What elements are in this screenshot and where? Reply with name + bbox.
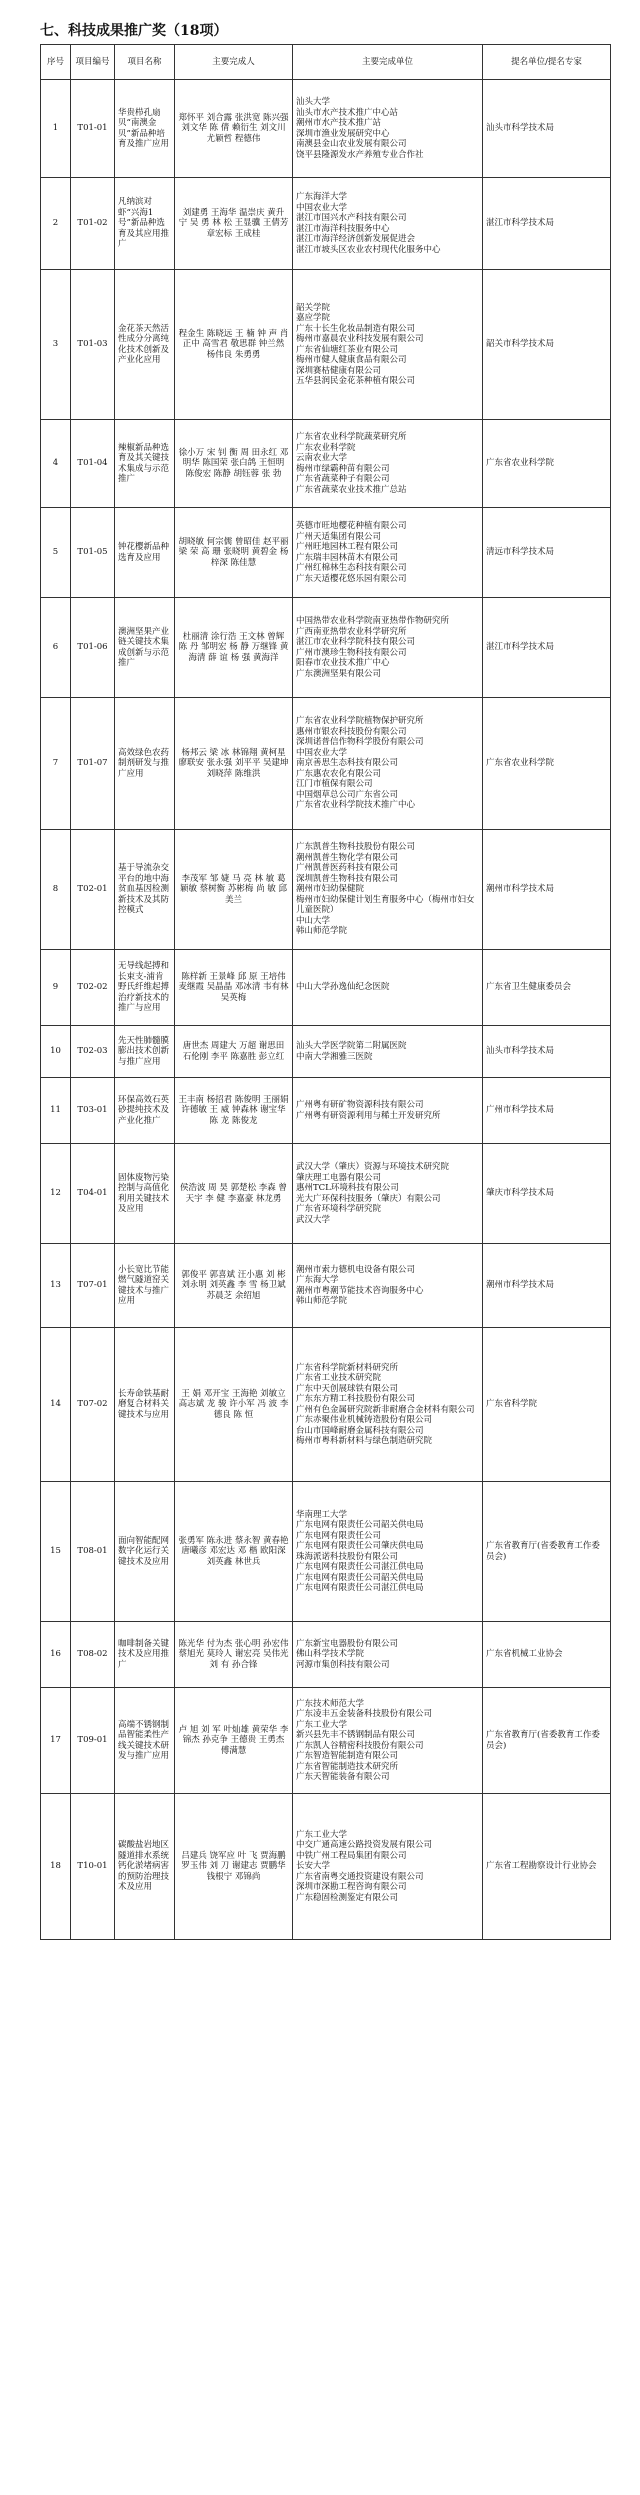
- unit-line: 中南大学湘雅三医院: [296, 1051, 373, 1062]
- cell-code: T02-01: [71, 830, 115, 950]
- cell-units: [293, 698, 483, 830]
- cell-code: T01-06: [71, 598, 115, 698]
- cell-units: [293, 1026, 483, 1078]
- cell-code: T02-02: [71, 950, 115, 1026]
- unit-line: 广东中天创展球铁有限公司: [296, 1383, 399, 1394]
- cell-nominator: 肇庆市科学技术局: [483, 1144, 611, 1244]
- cell-people: 卢 旭 刘 军 叶灿雄 黄荣华 李锦杰 孙克争 王德贵 王勇杰 傅满慧: [175, 1688, 293, 1794]
- cell-people: 杜丽清 涂行浩 王文林 曾辉 陈 丹 邹明宏 杨 静 万继锋 黄海清 薛 谊 杨 强 黄海洋: [175, 598, 293, 698]
- cell-nominator: 汕头市科学技术局: [483, 1026, 611, 1078]
- table-row: [41, 950, 611, 1026]
- unit-line: 深圳赛枯健康有限公司: [296, 365, 382, 376]
- unit-line: 广东电网有限责任公司湛江供电局: [296, 1562, 424, 1572]
- unit-line: 梅州市粤科新材料与绿色制造研究院: [296, 1436, 433, 1446]
- cell-no: 7: [41, 698, 71, 830]
- cell-code: T01-04: [71, 420, 115, 508]
- cell-units: [293, 178, 483, 270]
- unit-line: 广东惠农农化有限公司: [296, 768, 382, 779]
- cell-units: [293, 420, 483, 508]
- cell-people: 程金生 陈晓远 王 楠 钟 声 肖正中 高雪君 敬思群 钟兰然 杨伟良 朱勇勇: [175, 270, 293, 420]
- table-row: [41, 598, 611, 698]
- cell-no: 5: [41, 508, 71, 598]
- cell-code: T07-02: [71, 1328, 115, 1482]
- unit-line: 中国烟草总公司广东省公司: [296, 789, 399, 800]
- unit-line: 南京善思生态科技有限公司: [296, 758, 399, 769]
- unit-line: 肇庆理工电器有限公司: [296, 1172, 382, 1183]
- unit-line: 中山大学: [296, 915, 331, 926]
- cell-no: 6: [41, 598, 71, 698]
- unit-line: 广东凯普生物科技股份有限公司: [296, 842, 416, 853]
- unit-line: 韩山师范学院: [296, 1296, 348, 1306]
- cell-name: 华贵栉孔扇贝“南澳金贝”新品种培育及推广应用: [115, 80, 175, 178]
- unit-line: 湛江市海洋经济创新发展促进会: [296, 234, 416, 244]
- table-row: [41, 270, 611, 420]
- cell-nominator: 湛江市科学技术局: [483, 598, 611, 698]
- unit-line: 广东省蔬菜种子有限公司: [296, 474, 390, 484]
- unit-line: 汕头市水产技术推广中心站: [296, 107, 399, 118]
- unit-line: 中山大学孙逸仙纪念医院: [296, 982, 390, 993]
- unit-line: 广东省工业技术研究院: [296, 1373, 382, 1383]
- cell-code: T01-01: [71, 80, 115, 178]
- unit-line: 湛江市坡头区农业农村现代化服务中心: [296, 244, 441, 255]
- cell-name: 无导线起搏和长束支-浦肯野氏纤维起搏治疗新技术的推广与应用: [115, 950, 175, 1026]
- cell-no: 14: [41, 1328, 71, 1482]
- unit-line: 广东工业大学: [296, 1719, 348, 1730]
- header-name: 项目名称: [115, 45, 175, 80]
- unit-line: 华南理工大学: [296, 1509, 348, 1520]
- cell-name: 钟花樱新品种选育及应用: [115, 508, 175, 598]
- unit-line: 广东电网有限责任公司: [296, 1530, 382, 1541]
- unit-line: 广西南亚热带农业科学研究所: [296, 626, 407, 637]
- unit-line: 广东东方精工科技股份有限公司: [296, 1394, 416, 1404]
- cell-nominator: 广东省教育厅(省委教育工作委员会): [483, 1688, 611, 1794]
- unit-line: 广东天智能装备有限公司: [296, 1772, 390, 1782]
- unit-line: 汕头大学医学院第二附属医院: [296, 1041, 407, 1051]
- unit-line: 广东海洋大学: [296, 192, 348, 202]
- unit-line: 潮州市粤潮节能技术咨询服务中心: [296, 1285, 424, 1296]
- cell-code: T02-03: [71, 1026, 115, 1078]
- cell-people: 张勇军 陈永进 蔡永智 黄春艳 唐曦彦 邓宏达 邓 楷 欧阳深 刘英鑫 林世兵: [175, 1482, 293, 1622]
- unit-line: 饶平县隆源发水产养殖专业合作社: [296, 149, 424, 160]
- unit-line: 佛山科学技术学院: [296, 1649, 365, 1660]
- unit-line: 广东稳固检测鉴定有限公司: [296, 1892, 399, 1903]
- unit-line: 广东省农业科学院蔬菜研究所: [296, 432, 407, 442]
- cell-no: 11: [41, 1078, 71, 1144]
- unit-line: 云南农业大学: [296, 453, 348, 463]
- cell-people: 杨邦云 梁 冰 林锦翔 黄柯星 廖联安 张永强 刘平平 吴建坤 刘晓萍 陈维洪: [175, 698, 293, 830]
- cell-no: 9: [41, 950, 71, 1026]
- cell-nominator: 汕头市科学技术局: [483, 80, 611, 178]
- cell-nominator: 广东省机械工业协会: [483, 1622, 611, 1688]
- cell-people: 唐世杰 周建大 万超 谢思田 石伦刚 李平 陈嘉胜 彭立红: [175, 1026, 293, 1078]
- unit-line: 潮州凯普生物化学有限公司: [296, 852, 399, 863]
- cell-people: 刘建勇 王海华 温崇庆 黄升 宁 吴 勇 林 松 王显骥 王倩芳 章宏标 王成桂: [175, 178, 293, 270]
- unit-line: 五华县润民金花茶种植有限公司: [296, 376, 416, 386]
- unit-line: 广东技术师范大学: [296, 1698, 365, 1709]
- cell-no: 12: [41, 1144, 71, 1244]
- cell-people: 陈光华 付为杰 张心明 孙宏伟 蔡旭光 莫玲人 谢宏亮 吴伟光 刘 有 孙合锋: [175, 1622, 293, 1688]
- unit-line: 广东省南粤交通投资建设有限公司: [296, 1871, 424, 1882]
- unit-line: 广东电网有限责任公司湛江供电局: [296, 1583, 424, 1593]
- unit-line: 深圳市深勘工程咨询有限公司: [296, 1882, 407, 1893]
- cell-nominator: 潮州市科学技术局: [483, 1244, 611, 1328]
- cell-name: 凡纳滨对虾“兴海1号”新品种选育及其应用推广: [115, 178, 175, 270]
- cell-name: 金花茶天然活性成分分离纯化技术创新及产业化应用: [115, 270, 175, 420]
- cell-people: 王丰南 杨招君 陈俊明 王丽娟 许德敏 王 威 钟森林 谢宝华 陈 龙 陈俊龙: [175, 1078, 293, 1144]
- cell-people: 陈样新 王景峰 邱 原 王培伟 麦继霞 吴晶晶 邓冰清 韦有林 吴英梅: [175, 950, 293, 1026]
- unit-line: 广东省仙塘红茶业有限公司: [296, 344, 399, 355]
- unit-line: 潮州市索力德机电设备有限公司: [296, 1264, 416, 1275]
- unit-line: 深圳凯普生物科技有限公司: [296, 873, 399, 884]
- cell-name: 高效绿色农药制剂研发与推广应用: [115, 698, 175, 830]
- cell-nominator: 广东省农业科学院: [483, 420, 611, 508]
- unit-line: 广东凌丰五金装备科技股份有限公司: [296, 1709, 433, 1719]
- unit-line: 长安大学: [296, 1861, 331, 1872]
- unit-line: 阳春市农业技术推广中心: [296, 658, 390, 668]
- cell-name: 澳洲坚果产业链关键技术集成创新与示范推广: [115, 598, 175, 698]
- unit-line: 新兴县先丰不锈钢制品有限公司: [296, 1730, 416, 1740]
- cell-units: [293, 1794, 483, 1940]
- unit-line: 武汉大学: [296, 1214, 331, 1225]
- cell-name: 先天性肺髓膜膨出技术创新与推广应用: [115, 1026, 175, 1078]
- unit-line: 惠州市银农科技股份有限公司: [296, 726, 407, 737]
- table-row: [41, 80, 611, 178]
- cell-nominator: 广东省卫生健康委员会: [483, 950, 611, 1026]
- cell-units: [293, 598, 483, 698]
- cell-code: T01-07: [71, 698, 115, 830]
- unit-line: 汕头大学: [296, 97, 331, 107]
- unit-line: 梅州市嘉晨农业科技发展有限公司: [296, 334, 424, 344]
- cell-name: 固体废物污染控制与高值化利用关键技术及应用: [115, 1144, 175, 1244]
- table-row: [41, 508, 611, 598]
- cell-name: 面向智能配网数字化运行关键技术及应用: [115, 1482, 175, 1622]
- cell-code: T08-02: [71, 1622, 115, 1688]
- cell-people: 郑怀平 刘合露 张洪宽 陈兴强 刘文华 陈 倩 赖衍生 刘文川 尤颖哲 程德伟: [175, 80, 293, 178]
- cell-people: 王 娟 邓开宝 王海艳 刘敏立 高志斌 龙 骏 许小军 冯 波 李德良 陈 恒: [175, 1328, 293, 1482]
- unit-line: 韩山师范学院: [296, 926, 348, 937]
- cell-no: 17: [41, 1688, 71, 1794]
- unit-line: 梅州市绿霸种苗有限公司: [296, 463, 390, 474]
- cell-units: [293, 1244, 483, 1328]
- unit-line: 广东农业科学院: [296, 442, 356, 453]
- cell-no: 2: [41, 178, 71, 270]
- table-row: [41, 1244, 611, 1328]
- unit-line: 湛江市海洋科技服务中心: [296, 223, 390, 234]
- cell-code: T04-01: [71, 1144, 115, 1244]
- table-row: [41, 830, 611, 950]
- unit-line: 南澳县金山农业发展有限公司: [296, 139, 407, 149]
- unit-line: 广东智造智能制造有限公司: [296, 1751, 399, 1761]
- cell-code: T01-02: [71, 178, 115, 270]
- unit-line: 广州红棉林生态科技有限公司: [296, 563, 407, 573]
- unit-line: 深圳诺普信作物科学股份有限公司: [296, 737, 424, 748]
- unit-line: 中国农业大学: [296, 747, 348, 758]
- table-row: [41, 1622, 611, 1688]
- unit-line: 广东赤聚伟业机械铸造股份有限公司: [296, 1415, 433, 1425]
- unit-line: 广东省科学院新材料研究所: [296, 1362, 399, 1373]
- unit-line: 广东省农业科学院技术推广中心: [296, 800, 416, 811]
- unit-line: 台山市国峰耐磨金属科技有限公司: [296, 1425, 424, 1436]
- table-row: [41, 1688, 611, 1794]
- unit-line: 广东省智能制造技术研究所: [296, 1761, 399, 1772]
- unit-line: 广东省环境科学研究院: [296, 1204, 382, 1214]
- unit-line: 广东凯人谷精密科技股份有限公司: [296, 1740, 424, 1751]
- unit-line: 广东海大学: [296, 1275, 339, 1285]
- table-header-row: [41, 45, 611, 80]
- table-row: [41, 1794, 611, 1940]
- cell-people: 李茂军 邹 婕 马 亮 林 敏 葛颖敏 蔡树衡 苏彬梅 尚 敏 邱美兰: [175, 830, 293, 950]
- unit-line: 广东省农业科学院植物保护研究所: [296, 716, 424, 727]
- cell-units: [293, 830, 483, 950]
- table-row: [41, 178, 611, 270]
- cell-units: [293, 1078, 483, 1144]
- cell-nominator: 清远市科学技术局: [483, 508, 611, 598]
- cell-name: 环保高效石英砂提纯技术及产业化推广: [115, 1078, 175, 1144]
- cell-no: 16: [41, 1622, 71, 1688]
- cell-units: [293, 508, 483, 598]
- cell-no: 18: [41, 1794, 71, 1940]
- unit-line: 江门市植保有限公司: [296, 779, 373, 790]
- unit-line: 广东电网有限责任公司肇庆供电局: [296, 1541, 424, 1551]
- cell-code: T03-01: [71, 1078, 115, 1144]
- unit-line: 梅州市妇幼保健计划生育服务中心（梅州市妇女儿童医院）: [296, 894, 475, 916]
- cell-name: 高端不锈钢制品智能柔性产线关键技术研发与推广应用: [115, 1688, 175, 1794]
- section-title: 七、科技成果推广奖（18项）: [40, 23, 228, 39]
- table-row: [41, 1144, 611, 1244]
- unit-line: 深圳市渔业发展研究中心: [296, 128, 390, 139]
- cell-nominator: 广州市科学技术局: [483, 1078, 611, 1144]
- cell-name: 辣椒新品种选育及其关键技术集成与示范推广: [115, 420, 175, 508]
- header-nominator: 提名单位/提名专家: [483, 45, 611, 80]
- table-row: [41, 1328, 611, 1482]
- cell-nominator: 广东省工程勘察设计行业协会: [483, 1794, 611, 1940]
- unit-line: 广东工业大学: [296, 1829, 348, 1840]
- unit-line: 广州旺地园林工程有限公司: [296, 542, 399, 552]
- cell-no: 4: [41, 420, 71, 508]
- unit-line: 广州粤有研矿物资源科技有限公司: [296, 1100, 424, 1110]
- cell-name: 长寿命铁基耐磨复合材料关键技术与应用: [115, 1328, 175, 1482]
- cell-units: [293, 1622, 483, 1688]
- unit-line: 惠州TCL环境科技有限公司: [296, 1183, 399, 1193]
- cell-no: 3: [41, 270, 71, 420]
- cell-units: [293, 950, 483, 1026]
- cell-code: T09-01: [71, 1688, 115, 1794]
- cell-units: [293, 270, 483, 420]
- unit-line: 广州天适集团有限公司: [296, 531, 382, 542]
- unit-line: 广东澳洲坚果有限公司: [296, 668, 382, 679]
- cell-name: 咖啡制备关键技术及应用推广: [115, 1622, 175, 1688]
- cell-units: [293, 1144, 483, 1244]
- cell-code: T01-05: [71, 508, 115, 598]
- unit-line: 珠海派诺科技股份有限公司: [296, 1551, 399, 1562]
- table-row: [41, 420, 611, 508]
- cell-code: T08-01: [71, 1482, 115, 1622]
- cell-nominator: 广东省科学院: [483, 1328, 611, 1482]
- unit-line: 英德市旺地樱花种植有限公司: [296, 521, 407, 531]
- cell-units: [293, 1688, 483, 1794]
- cell-name: 碳酸盐岩地区隧道排水系统钙化淤堵病害的预防治理技术及应用: [115, 1794, 175, 1940]
- cell-no: 10: [41, 1026, 71, 1078]
- cell-name: 基于导流杂交平台的地中海贫血基因检测新技术及其防控模式: [115, 830, 175, 950]
- unit-line: 广东新宝电器股份有限公司: [296, 1638, 399, 1649]
- cell-code: T01-03: [71, 270, 115, 420]
- unit-line: 潮州市水产技术推广站: [296, 118, 382, 128]
- table-row: [41, 1026, 611, 1078]
- header-people: 主要完成人: [175, 45, 293, 80]
- awards-table: [40, 44, 611, 1940]
- cell-nominator: 韶关市科学技术局: [483, 270, 611, 420]
- cell-units: [293, 1482, 483, 1622]
- header-units: 主要完成单位: [293, 45, 483, 80]
- unit-line: 河源市集创科技有限公司: [296, 1659, 390, 1670]
- unit-line: 广州凯普医药科技有限公司: [296, 863, 399, 874]
- table-row: [41, 1482, 611, 1622]
- unit-line: 广东瑞丰园林苗木有限公司: [296, 552, 399, 563]
- unit-line: 广州粤有研资源利用与稀土开发研究所: [296, 1110, 441, 1121]
- unit-line: 中国农业大学: [296, 202, 348, 213]
- cell-nominator: 广东省教育厅(省委教育工作委员会): [483, 1482, 611, 1622]
- unit-line: 潮州市妇幼保健院: [296, 884, 365, 895]
- cell-code: T10-01: [71, 1794, 115, 1940]
- unit-line: 广州有色金属研究院新非耐磨合金材料有限公司: [296, 1404, 475, 1415]
- header-no: 序号: [41, 45, 71, 80]
- unit-line: 广东省蔬菜农业技术推广总站: [296, 484, 407, 495]
- unit-line: 武汉大学（肇庆）资源与环境技术研究院: [296, 1162, 450, 1172]
- cell-people: 郭俊平 郭喜斌 汪小惠 刘 彬 刘永明 刘英鑫 李 雪 杨卫斌 苏晨芝 余绍旭: [175, 1244, 293, 1328]
- cell-people: 侯浩波 周 昊 郭楚松 李森 曾天宇 李 健 李嘉豪 林龙勇: [175, 1144, 293, 1244]
- unit-line: 中铁广州工程局集团有限公司: [296, 1850, 407, 1861]
- cell-no: 13: [41, 1244, 71, 1328]
- cell-name: 小长宽比节能燃气隧道窑关键技术与推广应用: [115, 1244, 175, 1328]
- cell-people: 徐小万 宋 钊 衡 周 田永红 邓明华 陈国荣 张白鸽 王恒明 陈俊宏 陈静 胡钰蓉 张 勃: [175, 420, 293, 508]
- cell-code: T07-01: [71, 1244, 115, 1328]
- table-row: [41, 698, 611, 830]
- unit-line: 嘉应学院: [296, 313, 331, 323]
- unit-line: 广东电网有限责任公司韶关供电局: [296, 1520, 424, 1530]
- unit-line: 广东天适樱花悠乐园有限公司: [296, 573, 407, 584]
- unit-line: 中国热带农业科学院南亚热带作物研究所: [296, 616, 450, 626]
- unit-line: 湛江市农业科学院科技有限公司: [296, 637, 416, 647]
- unit-line: 韶关学院: [296, 302, 331, 313]
- unit-line: 广东十长生化妆品制造有限公司: [296, 323, 416, 334]
- cell-units: [293, 1328, 483, 1482]
- unit-line: 中交广通高速公路投资发展有限公司: [296, 1840, 433, 1851]
- cell-no: 8: [41, 830, 71, 950]
- header-code: 项目编号: [71, 45, 115, 80]
- cell-nominator: 广东省农业科学院: [483, 698, 611, 830]
- unit-line: 湛江市国兴水产科技有限公司: [296, 213, 407, 223]
- cell-no: 1: [41, 80, 71, 178]
- cell-units: [293, 80, 483, 178]
- cell-no: 15: [41, 1482, 71, 1622]
- cell-nominator: 潮州市科学技术局: [483, 830, 611, 950]
- table-row: [41, 1078, 611, 1144]
- unit-line: 光大广环保科技服务（肇庆）有限公司: [296, 1193, 441, 1204]
- cell-nominator: 湛江市科学技术局: [483, 178, 611, 270]
- cell-people: 吕建兵 饶军应 叶 飞 贾海鹏 罗玉伟 刘 刀 谢建志 贾鹏华 钱根宁 邓锦尚: [175, 1794, 293, 1940]
- unit-line: 梅州市健人健康食品有限公司: [296, 355, 407, 365]
- unit-line: 广州市澳珍生物科技有限公司: [296, 647, 407, 658]
- cell-people: 胡晓敏 何宗儒 曾昭佳 赵平丽 梁 荣 高 珊 张晓明 黄碧金 杨梓深 陈佳慧: [175, 508, 293, 598]
- unit-line: 广东电网有限责任公司韶关供电局: [296, 1572, 424, 1583]
